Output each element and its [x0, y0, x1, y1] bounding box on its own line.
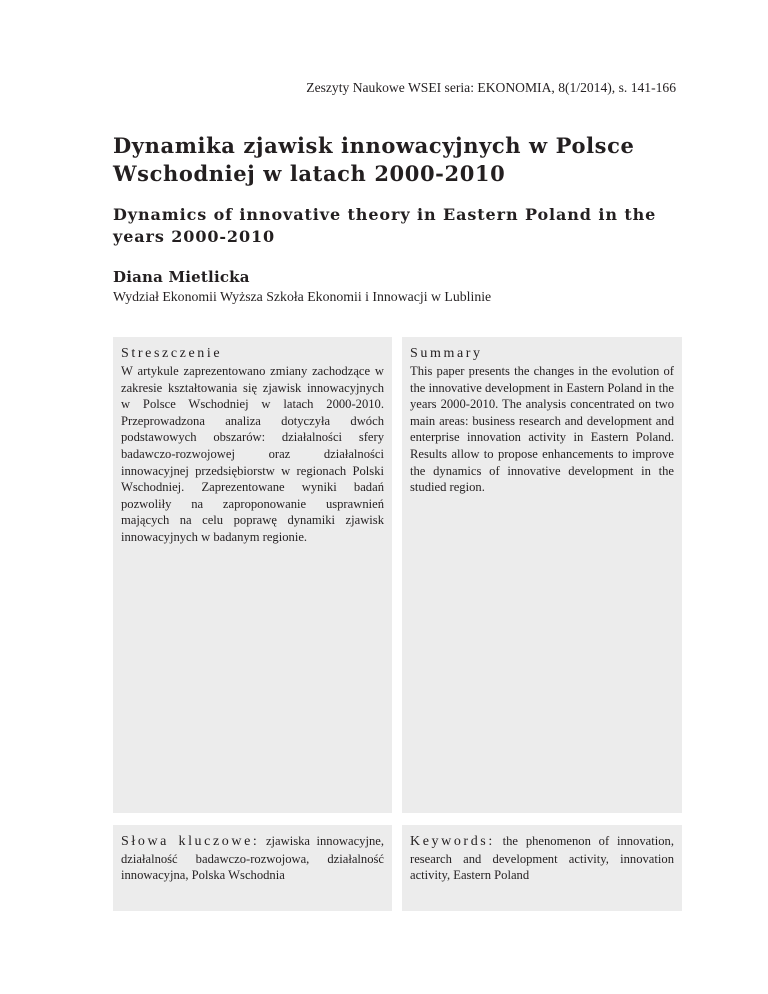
- title-english: Dynamics of innovative theory in Eastern Poland in the years 2000-2010: [113, 205, 657, 246]
- keywords-polish-label: Słowa kluczowe:: [121, 834, 260, 849]
- author-name: Diana Mietlicka: [113, 268, 250, 286]
- abstract-polish-heading: Streszczenie: [121, 346, 223, 361]
- abstract-english-text: This paper presents the changes in the evolution of the innovative development in Eastern Poland in the years 2000-2010. The analysis concentrated on two main areas: business research and development and enterprise innovation activity in Eastern Poland. Results allow to propose enhancements to improve the dynamics of innovative development in the studied region.: [410, 364, 674, 495]
- abstract-polish-box: [113, 337, 392, 813]
- title-polish: Dynamika zjawisk innowacyjnych w Polsce Wschodniej w latach 2000-2010: [113, 133, 635, 186]
- keywords-english-label: Keywords:: [410, 834, 495, 849]
- keywords-polish-text: zjawiska innowacyjne, działalność badawczo-rozwojowa, działalność innowacyjna, Polska Wschodnia: [121, 834, 385, 883]
- keywords-english-text: the phenomenon of innovation, research and development activity, innovation activity, Eastern Poland: [410, 834, 674, 883]
- keywords-polish-box: [113, 825, 392, 911]
- keywords-polish: [121, 833, 384, 884]
- keywords-english: [410, 833, 674, 884]
- keywords-english-box: [402, 825, 682, 911]
- abstract-english-heading: Summary: [410, 346, 483, 361]
- author-affiliation: Wydział Ekonomii Wyższa Szkoła Ekonomii i Innowacji w Lublinie: [113, 289, 492, 304]
- abstract-polish-text: W artykule zaprezentowano zmiany zachodzące w zakresie kształtowania się zjawisk innowacyjnych w Polsce Wschodniej w latach 2000-2010. Przeprowadzona analiza dotyczyła dwóch podstawowych obszarów: działalności sfery badawczo-rozwojowej oraz działalności innowacyjnej przedsiębiorstw w regionach Polski Wschodniej. Zaprezentowane wyniki badań pozwoliły na zaproponowanie usprawnień mających na celu poprawę dynamiki zjawisk innowacyjnych w badanym regionie.: [121, 364, 384, 544]
- abstract-english-box: [402, 337, 682, 813]
- journal-reference: Zeszyty Naukowe WSEI seria: EKONOMIA, 8(1/2014), s. 141-166: [306, 80, 676, 95]
